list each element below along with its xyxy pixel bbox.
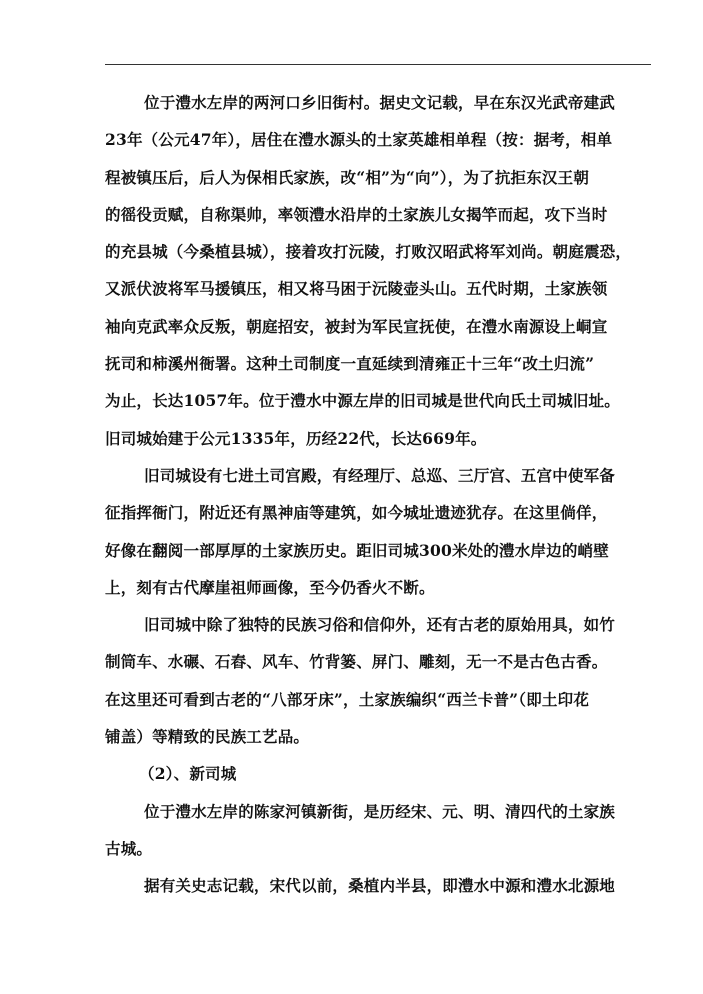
paragraph-line: 23年（公元47年），居住在澧水源头的土家英雄相单程（按：据考，相单 bbox=[105, 130, 613, 150]
paragraph-line: 旧司城中除了独特的民族习俗和信仰外，还有古老的原始用具，如竹 bbox=[144, 615, 616, 635]
paragraph-line: 程被镇压后，后人为保相氏家族，改“相”为“向”），为了抗拒东汉王朝 bbox=[105, 167, 590, 187]
paragraph-line: 铺盖）等精致的民族工艺品。 bbox=[105, 727, 310, 747]
header-rule bbox=[105, 64, 651, 65]
paragraph-line: 为止，长达1057年。位于澧水中源左岸的旧司城是世代向氏土司城旧址。 bbox=[105, 391, 620, 411]
paragraph-line: 位于澧水左岸的陈家河镇新街，是历经宋、元、明、清四代的土家族 bbox=[144, 801, 616, 821]
paragraph-line: 好像在翻阅一部厚厚的土家族历史。距旧司城300米处的澧水岸边的峭壁 bbox=[105, 540, 609, 560]
paragraph-line: 抚司和柿溪州衙署。这种土司制度一直延续到清雍正十三年“改土归流” bbox=[105, 354, 595, 374]
document-body bbox=[105, 84, 665, 905]
paragraph-line: 据有关史志记载，宋代以前，桑植内半县，即澧水中源和澧水北源地 bbox=[144, 876, 616, 896]
section-heading: （2）、新司城 bbox=[139, 764, 237, 784]
paragraph-line: 位于澧水左岸的两河口乡旧街村。据史文记载，早在东汉光武帝建武 bbox=[144, 93, 616, 112]
paragraph-line: 的充县城（今桑植县城），接着攻打沅陵，打败汉昭武将军刘尚。朝庭震恐， bbox=[105, 242, 632, 262]
paragraph-line: 征指挥衙门，附近还有黑神庙等建筑，如今城址遗迹犹存。在这里倘佯， bbox=[105, 503, 608, 523]
paragraph-line: 旧司城始建于公元1335年，历经22代，长达669年。 bbox=[105, 428, 487, 448]
paragraph-line: 旧司城设有七进土司宫殿，有经理厅、总巡、三厅宫、五宫中使军备 bbox=[144, 465, 616, 485]
paragraph-line: 古城。 bbox=[105, 838, 153, 858]
paragraph-line: 制筒车、水碾、石舂、风车、竹背篓、屏门、雕刻，无一不是古色古香。 bbox=[105, 652, 608, 672]
paragraph-line: 上，刻有古代摩崖祖师画像，至今仍香火不断。 bbox=[105, 577, 435, 597]
paragraph-line: 又派伏波将军马援镇压，相又将马困于沅陵壶头山。五代时期，土家族领 bbox=[105, 279, 608, 299]
paragraph-line: 袖向克武率众反叛，朝庭招安，被封为军民宣抚使，在澧水南源设上峒宣 bbox=[105, 316, 608, 336]
paragraph-line: 的徭役贡赋，自称渠帅，率领澧水沿岸的土家族儿女揭竿而起，攻下当时 bbox=[105, 204, 608, 224]
paragraph-line: 在这里还可看到古老的“八部牙床”，土家族编织“西兰卡普”（即土印花 bbox=[105, 689, 590, 709]
